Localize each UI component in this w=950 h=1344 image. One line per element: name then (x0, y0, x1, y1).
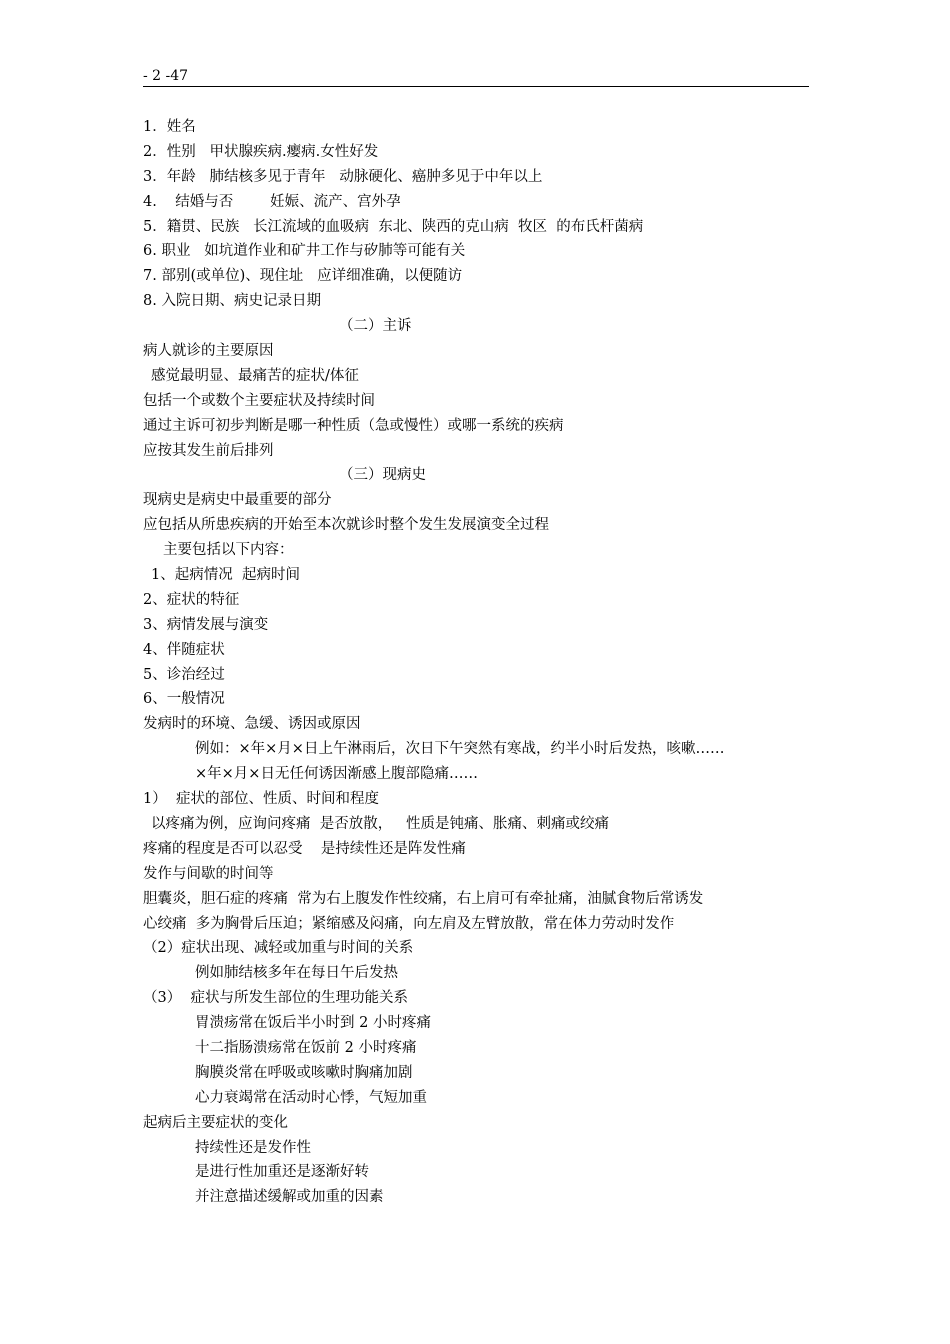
text-line: 包括一个或数个主要症状及持续时间 (143, 392, 375, 409)
text-line: 3．年龄 肺结核多见于青年 动脉硬化、癌肿多见于中年以上 (143, 168, 543, 185)
text-line: 7. 部别(或单位)、现住址 应详细准确，以便随访 (143, 268, 463, 285)
text-line: 发病时的环境、急缓、诱因或原因 (143, 716, 361, 733)
text-line: 胆囊炎，胆石症的疼痛 常为右上腹发作性绞痛，右上肩可有牵扯痛，油腻食物后常诱发 (143, 890, 704, 907)
text-line: （3） 症状与所发生部位的生理功能关系 (143, 990, 408, 1007)
text-line: 并注意描述缓解或加重的因素 (195, 1189, 384, 1206)
text-line: 心力衰竭常在活动时心悸，气短加重 (195, 1089, 427, 1106)
text-line: （2）症状出现、减轻或加重与时间的关系 (143, 940, 414, 957)
text-line: 2、症状的特征 (143, 591, 240, 608)
text-line: 十二指肠溃疡常在饭前 2 小时疼痛 (195, 1039, 417, 1056)
text-line: 以疼痛为例，应询问疼痛 是否放散， 性质是钝痛、胀痛、刺痛或绞痛 (151, 815, 610, 832)
text-line: 胃溃疡常在饭后半小时到 2 小时疼痛 (195, 1015, 431, 1032)
text-line: 2．性别 甲状腺疾病.瘿病.女性好发 (143, 143, 379, 160)
text-line: 8. 入院日期、病史记录日期 (143, 293, 321, 310)
text-line: 心绞痛 多为胸骨后压迫；紧缩感及闷痛，向左肩及左臂放散，常在体力劳动时发作 (143, 915, 675, 932)
text-line: 4. 结婚与否 妊娠、流产、宫外孕 (143, 193, 401, 210)
text-line: 6. 职业 如坑道作业和矿井工作与矽肺等可能有关 (143, 243, 466, 260)
text-line: 发作与间歇的时间等 (143, 865, 274, 882)
text-line: 3、病情发展与演变 (143, 616, 269, 633)
text-line: 主要包括以下内容： (163, 542, 294, 559)
text-line: ×年×月×日无任何诱因渐感上腹部隐痛…… (195, 766, 478, 783)
text-line: 例如：×年×月×日上午淋雨后，次日下午突然有寒战，约半小时后发热，咳嗽…… (195, 741, 725, 758)
text-line: 病人就诊的主要原因 (143, 343, 274, 360)
text-line: 现病史是病史中最重要的部分 (143, 492, 332, 509)
text-line: 感觉最明显、最痛苦的症状/体征 (151, 367, 359, 384)
text-line: 1．姓名 (143, 119, 196, 135)
section-heading: （二）主诉 (339, 318, 412, 335)
text-line: 1、起病情况 起病时间 (151, 567, 300, 584)
page-number: - 2 -47 (143, 68, 189, 84)
text-line: 例如肺结核多年在每日午后发热 (195, 965, 398, 982)
text-line: 6、一般情况 (143, 691, 225, 708)
text-line: 5、诊治经过 (143, 666, 225, 683)
text-line: 起病后主要症状的变化 (143, 1114, 288, 1131)
page-header (143, 68, 809, 88)
header-rule (143, 86, 809, 87)
text-line: 1） 症状的部位、性质、时间和程度 (143, 791, 379, 808)
section-heading: （三）现病史 (339, 467, 426, 484)
text-line: 应包括从所患疾病的开始至本次就诊时整个发生发展演变全过程 (143, 517, 549, 534)
text-line: 应按其发生前后排列 (143, 442, 274, 459)
text-line: 持续性还是发作性 (195, 1139, 311, 1156)
text-line: 疼痛的程度是否可以忍受 是持续性还是阵发性痛 (143, 840, 466, 857)
text-line: 5．籍贯、民族 长江流域的血吸病 东北、陕西的克山病 牧区 的布氏杆菌病 (143, 218, 644, 235)
text-line: 通过主诉可初步判断是哪一种性质（急或慢性）或哪一系统的疾病 (143, 417, 564, 434)
document-body (143, 115, 823, 1210)
text-line: 是进行性加重还是逐渐好转 (195, 1164, 369, 1181)
text-line: 胸膜炎常在呼吸或咳嗽时胸痛加剧 (195, 1064, 413, 1081)
text-line: 4、伴随症状 (143, 641, 225, 658)
